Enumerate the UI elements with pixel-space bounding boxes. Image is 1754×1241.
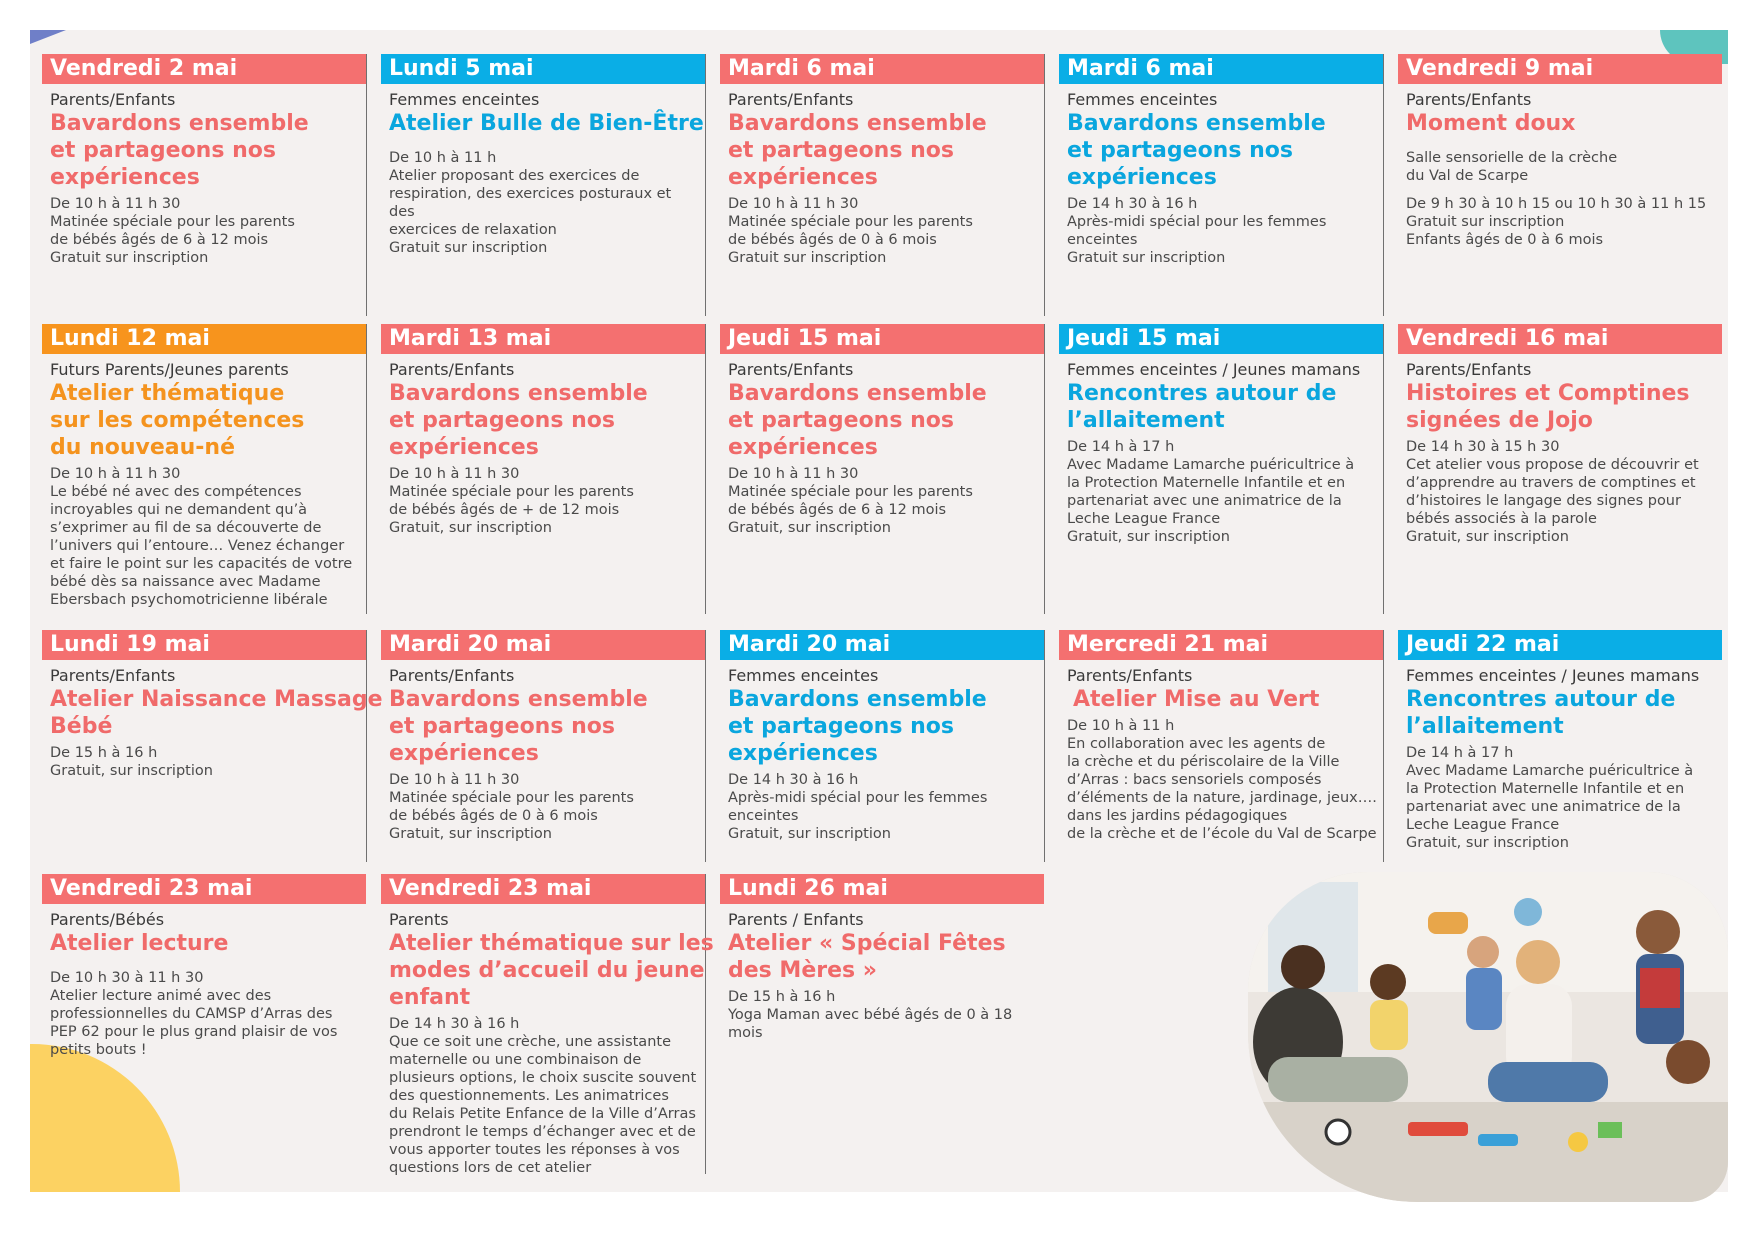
event-card: [720, 630, 1045, 862]
event-date: Vendredi 23 mai: [381, 874, 705, 904]
event-card: [42, 324, 367, 614]
event-details: De 10 h à 11 h 30 Matinée spéciale pour les parents de bébés âgés de 0 à 6 mois Gratuit, sur inscription: [389, 772, 634, 842]
event-title: Bavardons ensemble et partageons nos expériences: [1067, 111, 1326, 190]
event-details: De 15 h à 16 h Gratuit, sur inscription: [50, 745, 213, 779]
event-date: Jeudi 15 mai: [1059, 324, 1383, 354]
event-audience: Parents / Enfants: [728, 910, 864, 929]
event-card: [42, 630, 383, 862]
event-title: Rencontres autour de l’allaitement: [1406, 687, 1676, 739]
event-title: Bavardons ensemble et partageons nos expériences: [389, 687, 648, 766]
event-title: Bavardons ensemble et partageons nos expériences: [728, 687, 987, 766]
event-date: Vendredi 2 mai: [42, 54, 366, 84]
event-title: Moment doux: [1406, 111, 1576, 136]
family-playroom-photo: [1248, 872, 1728, 1202]
event-details: De 10 h à 11 h 30 Matinée spéciale pour les parents de bébés âgés de 6 à 12 mois Gratuit, sur inscription: [728, 466, 973, 536]
event-card: [42, 54, 367, 316]
event-details: De 14 h 30 à 16 h Que ce soit une crèche, une assistante maternelle ou une combinaison de plusieurs options, le choix suscite souvent des questionnements. Les animatrices du Relais Petite Enfance de la Ville d’Arras prendront le temps d’échanger avec et de vous apporter toutes les réponses à vos questions lors de cet atelier: [389, 1016, 697, 1176]
event-date: Mardi 6 mai: [720, 54, 1044, 84]
corner-triangle-decoration: [30, 30, 66, 44]
event-audience: Parents: [389, 910, 449, 929]
event-audience: Parents/Enfants: [1067, 666, 1193, 685]
event-title: Atelier « Spécial Fêtes des Mères »: [728, 931, 1006, 983]
event-title: Atelier Naissance Massage Bébé: [50, 687, 383, 739]
event-date: Jeudi 15 mai: [720, 324, 1044, 354]
event-title: Atelier thématique sur les compétences du nouveau-né: [50, 381, 305, 460]
event-date: Vendredi 23 mai: [42, 874, 366, 904]
event-details: De 10 h 30 à 11 h 30 Atelier lecture animé avec des professionnelles du CAMSP d’Arras des PEP 62 pour le plus grand plaisir de vos petits bouts !: [50, 970, 338, 1058]
event-title: Bavardons ensemble et partageons nos expériences: [389, 381, 648, 460]
event-card: [1398, 324, 1722, 614]
event-audience: Femmes enceintes: [1067, 90, 1218, 109]
event-title: Atelier Mise au Vert: [1073, 687, 1320, 712]
event-card: [720, 324, 1045, 614]
event-audience: Femmes enceintes: [389, 90, 540, 109]
event-audience: Parents/Enfants: [1406, 90, 1532, 109]
event-date: Mardi 20 mai: [381, 630, 705, 660]
event-audience: Parents/Enfants: [50, 90, 176, 109]
event-audience: Futurs Parents/Jeunes parents: [50, 360, 289, 379]
event-audience: Femmes enceintes: [728, 666, 879, 685]
event-title: Atelier lecture: [50, 931, 229, 956]
event-title: Bavardons ensemble et partageons nos expériences: [728, 381, 987, 460]
event-details: De 14 h à 17 h Avec Madame Lamarche puéricultrice à la Protection Maternelle Infantile et en partenariat avec une animatrice de la Leche League France Gratuit, sur inscription: [1067, 439, 1355, 545]
event-details: De 10 h à 11 h En collaboration avec les agents de la crèche et du périscolaire de la Ville d’Arras : bacs sensoriels composés d’éléments de la nature, jardinage, jeux…. dans les jardins pédagogiques de la crèche et de l’école du Val de Scarpe: [1067, 718, 1377, 842]
event-date: Vendredi 16 mai: [1398, 324, 1722, 354]
event-details: De 10 h à 11 h 30 Le bébé né avec des compétences incroyables qui ne demandent qu’à s’exprimer au fil de sa découverte de l’univers qui l’entoure… Venez échanger et faire le point sur les capacités de votre bébé dès sa naissance avec Madame Ebersbach psychomotricienne libérale: [50, 466, 353, 608]
event-date: Lundi 26 mai: [720, 874, 1044, 904]
event-date: Mardi 13 mai: [381, 324, 705, 354]
event-details: De 10 h à 11 h 30 Matinée spéciale pour les parents de bébés âgés de 6 à 12 mois Gratuit sur inscription: [50, 196, 295, 266]
event-audience: Parents/Enfants: [50, 666, 176, 685]
event-date: Lundi 12 mai: [42, 324, 366, 354]
event-title: Bavardons ensemble et partageons nos expériences: [728, 111, 987, 190]
event-details: De 14 h 30 à 15 h 30 Cet atelier vous propose de découvrir et d’apprendre au travers de comptines et d’histoires le langage des signes pour bébés associés à la parole Gratuit, sur inscription: [1406, 439, 1699, 545]
event-audience: Parents/Enfants: [728, 90, 854, 109]
event-card: [720, 874, 1044, 1174]
event-card: [381, 54, 706, 316]
event-details: De 10 h à 11 h 30 Matinée spéciale pour les parents de bébés âgés de 0 à 6 mois Gratuit sur inscription: [728, 196, 973, 266]
event-details: De 10 h à 11 h 30 Matinée spéciale pour les parents de bébés âgés de + de 12 mois Gratuit, sur inscription: [389, 466, 634, 536]
event-audience: Parents/Bébés: [50, 910, 165, 929]
event-card: [720, 54, 1045, 316]
event-audience: Parents/Enfants: [1406, 360, 1532, 379]
event-card: [381, 630, 706, 862]
event-card: [1059, 324, 1384, 614]
event-date: Mercredi 21 mai: [1059, 630, 1383, 660]
event-details: De 14 h 30 à 16 h Après-midi spécial pour les femmes enceintes Gratuit, sur inscription: [728, 772, 988, 842]
event-details: De 14 h à 17 h Avec Madame Lamarche puéricultrice à la Protection Maternelle Infantile et en partenariat avec une animatrice de la Leche League France Gratuit, sur inscription: [1406, 745, 1694, 851]
event-card: [1059, 54, 1384, 316]
event-title: Histoires et Comptines signées de Jojo: [1406, 381, 1690, 433]
event-date: Vendredi 9 mai: [1398, 54, 1722, 84]
event-title: Bavardons ensemble et partageons nos expériences: [50, 111, 309, 190]
event-card: [381, 874, 714, 1176]
event-date: Mardi 6 mai: [1059, 54, 1383, 84]
event-audience: Parents/Enfants: [389, 360, 515, 379]
event-date: Mardi 20 mai: [720, 630, 1044, 660]
event-date: Lundi 19 mai: [42, 630, 366, 660]
event-card: [1398, 54, 1722, 316]
photo-illustration: [1248, 872, 1728, 1202]
event-details: De 14 h 30 à 16 h Après-midi spécial pour les femmes enceintes Gratuit sur inscription: [1067, 196, 1327, 266]
event-card: [1059, 630, 1384, 862]
event-date: Lundi 5 mai: [381, 54, 705, 84]
event-title: Atelier thématique sur les modes d’accueil du jeune enfant: [389, 931, 714, 1010]
event-card: [1398, 630, 1722, 862]
event-title: Rencontres autour de l’allaitement: [1067, 381, 1337, 433]
event-title: Atelier Bulle de Bien-Être: [389, 111, 704, 136]
event-card: [42, 874, 366, 1174]
event-card: [381, 324, 706, 614]
event-audience: Femmes enceintes / Jeunes mamans: [1067, 360, 1361, 379]
event-date: Jeudi 22 mai: [1398, 630, 1722, 660]
event-audience: Parents/Enfants: [728, 360, 854, 379]
event-details: Salle sensorielle de la crèche du Val de Scarpe De 9 h 30 à 10 h 15 ou 10 h 30 à 11 h 15 Gratuit sur inscription Enfants âgés de 0 à 6 mois: [1406, 150, 1707, 248]
event-details: De 10 h à 11 h Atelier proposant des exercices de respiration, des exercices posturaux et des exercices de relaxation Gratuit sur inscription: [389, 150, 672, 256]
event-audience: Parents/Enfants: [389, 666, 515, 685]
event-audience: Femmes enceintes / Jeunes mamans: [1406, 666, 1700, 685]
event-details: De 15 h à 16 h Yoga Maman avec bébé âgés de 0 à 18 mois: [728, 989, 1013, 1041]
